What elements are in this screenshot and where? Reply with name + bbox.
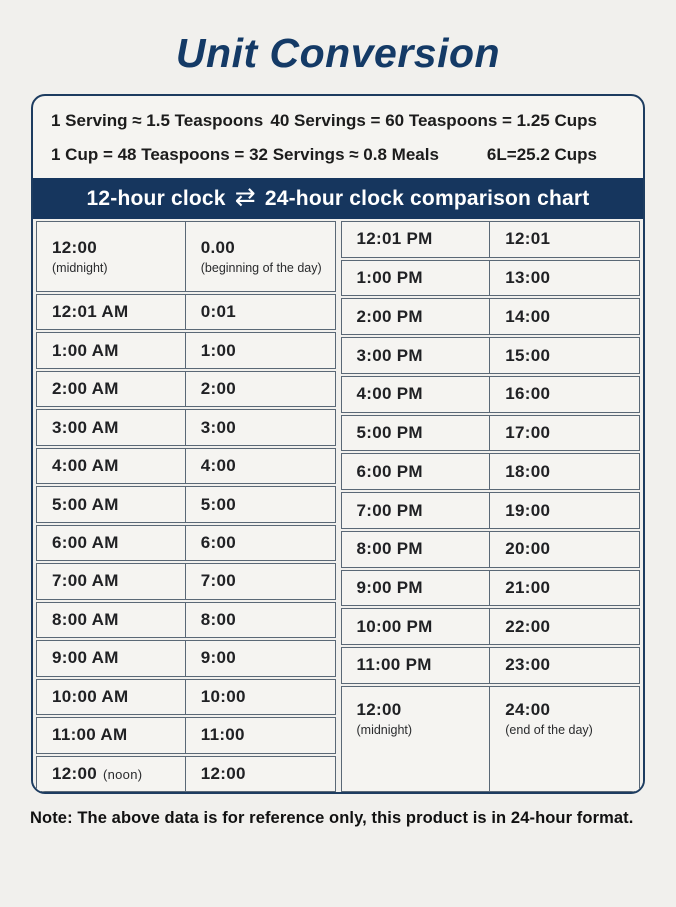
time-value: 8:00 xyxy=(200,609,236,629)
table-row xyxy=(36,409,336,445)
time-value: 8:00 PM xyxy=(356,539,423,559)
cell-24h xyxy=(490,532,639,567)
cell-24h xyxy=(186,718,335,752)
cell-12h xyxy=(37,757,186,791)
cell-12h xyxy=(37,526,186,560)
cell-24h xyxy=(490,493,639,528)
cell-12h xyxy=(37,222,186,291)
conversion-card xyxy=(31,94,645,794)
cell-24h xyxy=(490,648,639,683)
pm-table xyxy=(341,221,641,792)
cell-24h xyxy=(490,338,639,373)
table-row xyxy=(341,686,641,792)
table-row xyxy=(341,298,641,335)
time-value: 2:00 xyxy=(200,379,236,399)
table-row xyxy=(36,221,336,292)
time-value: 9:00 PM xyxy=(356,577,423,597)
cell-24h xyxy=(186,564,335,598)
time-value: 12:00 xyxy=(200,763,246,783)
time-value: 15:00 xyxy=(505,345,551,365)
conversion-fact: 1 Cup = 48 Teaspoons = 32 Servings ≈ 0.8 Meals xyxy=(51,145,439,164)
am-table xyxy=(36,221,336,792)
table-row xyxy=(341,492,641,529)
cell-12h xyxy=(37,487,186,521)
time-value: 6:00 xyxy=(200,532,236,552)
cell-12h xyxy=(342,454,491,489)
table-row xyxy=(341,221,641,258)
time-value: 11:00 AM xyxy=(52,725,128,745)
table-row xyxy=(341,608,641,645)
time-value: 16:00 xyxy=(505,384,551,404)
table-row xyxy=(36,717,336,753)
time-value: 12:01 PM xyxy=(356,229,433,249)
table-row xyxy=(36,525,336,561)
conversion-fact: 1 Serving ≈ 1.5 Teaspoons xyxy=(51,111,264,130)
table-row xyxy=(341,337,641,374)
time-value: 12:01 AM xyxy=(52,302,129,322)
time-value: 0.00 xyxy=(200,237,236,257)
time-value: 4:00 PM xyxy=(356,384,423,404)
table-row xyxy=(341,531,641,568)
cell-12h xyxy=(37,295,186,329)
cell-24h xyxy=(490,222,639,257)
cell-24h xyxy=(186,410,335,444)
time-value: 11:00 xyxy=(200,725,245,745)
time-value: 2:00 AM xyxy=(52,379,119,399)
table-row xyxy=(36,448,336,484)
time-value: 1:00 xyxy=(200,340,236,360)
time-value: 20:00 xyxy=(505,539,551,559)
cell-12h xyxy=(342,648,491,683)
time-value: 10:00 xyxy=(200,686,246,706)
cell-24h xyxy=(490,261,639,296)
time-value: 17:00 xyxy=(505,423,551,443)
cell-12h xyxy=(37,641,186,675)
table-header-bar xyxy=(33,178,643,219)
comparison-tables xyxy=(33,219,643,792)
time-value: 8:00 AM xyxy=(52,609,119,629)
table-row xyxy=(341,453,641,490)
cell-12h xyxy=(342,493,491,528)
time-value: 7:00 AM xyxy=(52,571,119,591)
cell-24h xyxy=(186,603,335,637)
conversion-info xyxy=(33,96,643,178)
time-value: 12:00 xyxy=(52,237,97,257)
time-value: 3:00 xyxy=(200,417,236,437)
time-value: 3:00 AM xyxy=(52,417,119,437)
cell-12h xyxy=(342,261,491,296)
time-value: 6:00 AM xyxy=(52,532,119,552)
table-row xyxy=(36,563,336,599)
time-value: 3:00 PM xyxy=(356,345,423,365)
table-row xyxy=(341,570,641,607)
time-value: 5:00 AM xyxy=(52,494,119,514)
conversion-line xyxy=(51,145,597,165)
cell-24h xyxy=(186,757,335,791)
time-value: 10:00 AM xyxy=(52,686,129,706)
time-value: 4:00 xyxy=(200,456,236,476)
cell-24h xyxy=(490,416,639,451)
cell-12h xyxy=(342,416,491,451)
cell-24h xyxy=(186,333,335,367)
cell-12h xyxy=(342,377,491,412)
time-value: 19:00 xyxy=(505,500,551,520)
time-value: 2:00 PM xyxy=(356,306,423,326)
conversion-line xyxy=(51,111,597,131)
time-value: 5:00 PM xyxy=(356,423,423,443)
time-qualifier: (beginning of the day) xyxy=(200,260,322,275)
footnote: Note: The above data is for reference only, this product is in 24-hour format. xyxy=(30,809,634,827)
cell-12h xyxy=(342,222,491,257)
cell-12h xyxy=(37,449,186,483)
page xyxy=(0,28,676,828)
time-value: 18:00 xyxy=(505,461,551,481)
cell-12h xyxy=(342,338,491,373)
table-row xyxy=(341,647,641,684)
cell-24h xyxy=(186,526,335,560)
cell-24h xyxy=(490,454,639,489)
time-qualifier: (end of the day) xyxy=(505,722,593,737)
cell-12h xyxy=(37,564,186,598)
cell-12h xyxy=(342,571,491,606)
time-value: 7:00 xyxy=(200,571,236,591)
time-value: 23:00 xyxy=(505,655,551,675)
cell-12h xyxy=(37,718,186,752)
cell-12h xyxy=(37,603,186,637)
time-value: 9:00 xyxy=(200,648,236,668)
table-row xyxy=(341,260,641,297)
cell-24h xyxy=(186,372,335,406)
conversion-fact: 40 Servings = 60 Teaspoons = 1.25 Cups xyxy=(270,111,597,130)
time-value: 14:00 xyxy=(505,306,551,326)
cell-12h xyxy=(37,372,186,406)
cell-24h xyxy=(186,680,335,714)
time-value: 12:00 xyxy=(52,763,97,783)
time-qualifier: (midnight) xyxy=(356,722,413,737)
table-row xyxy=(341,376,641,413)
cell-12h xyxy=(342,532,491,567)
table-row xyxy=(36,756,336,792)
time-value: 11:00 PM xyxy=(356,655,432,675)
table-row xyxy=(36,371,336,407)
cell-24h xyxy=(490,687,639,791)
time-value: 12:00 xyxy=(356,699,402,719)
cell-12h xyxy=(342,687,491,791)
cell-12h xyxy=(37,333,186,367)
time-qualifier: (noon) xyxy=(102,766,143,782)
cell-12h xyxy=(37,680,186,714)
time-value: 10:00 PM xyxy=(356,616,433,636)
time-value: 5:00 xyxy=(200,494,236,514)
cell-24h xyxy=(186,487,335,521)
cell-12h xyxy=(342,299,491,334)
conversion-fact: 6L=25.2 Cups xyxy=(486,145,597,164)
time-value: 1:00 PM xyxy=(356,268,423,288)
time-value: 13:00 xyxy=(505,268,551,288)
time-qualifier: (midnight) xyxy=(52,260,108,275)
table-row xyxy=(36,640,336,676)
swap-arrows-icon: ⇄ xyxy=(234,183,256,211)
table-row xyxy=(36,332,336,368)
cell-24h xyxy=(186,222,335,291)
cell-12h xyxy=(37,410,186,444)
cell-24h xyxy=(490,571,639,606)
time-value: 21:00 xyxy=(505,577,551,597)
time-value: 1:00 AM xyxy=(52,340,119,360)
table-row xyxy=(36,486,336,522)
cell-12h xyxy=(342,609,491,644)
header-left-label: 12-hour clock xyxy=(86,186,226,210)
time-value: 22:00 xyxy=(505,616,551,636)
time-value: 9:00 AM xyxy=(52,648,119,668)
time-value: 24:00 xyxy=(505,699,551,719)
table-row xyxy=(36,602,336,638)
cell-24h xyxy=(186,449,335,483)
table-row xyxy=(36,679,336,715)
cell-24h xyxy=(186,295,335,329)
cell-24h xyxy=(186,641,335,675)
time-value: 0:01 xyxy=(200,302,236,322)
time-value: 4:00 AM xyxy=(52,456,119,476)
table-row xyxy=(341,415,641,452)
cell-24h xyxy=(490,299,639,334)
time-value: 6:00 PM xyxy=(356,461,423,481)
header-right-label: 24-hour clock comparison chart xyxy=(264,186,590,210)
time-value: 12:01 xyxy=(505,229,551,249)
cell-24h xyxy=(490,609,639,644)
time-value: 7:00 PM xyxy=(356,500,423,520)
cell-24h xyxy=(490,377,639,412)
table-row xyxy=(36,294,336,330)
page-title: Unit Conversion xyxy=(175,30,501,76)
